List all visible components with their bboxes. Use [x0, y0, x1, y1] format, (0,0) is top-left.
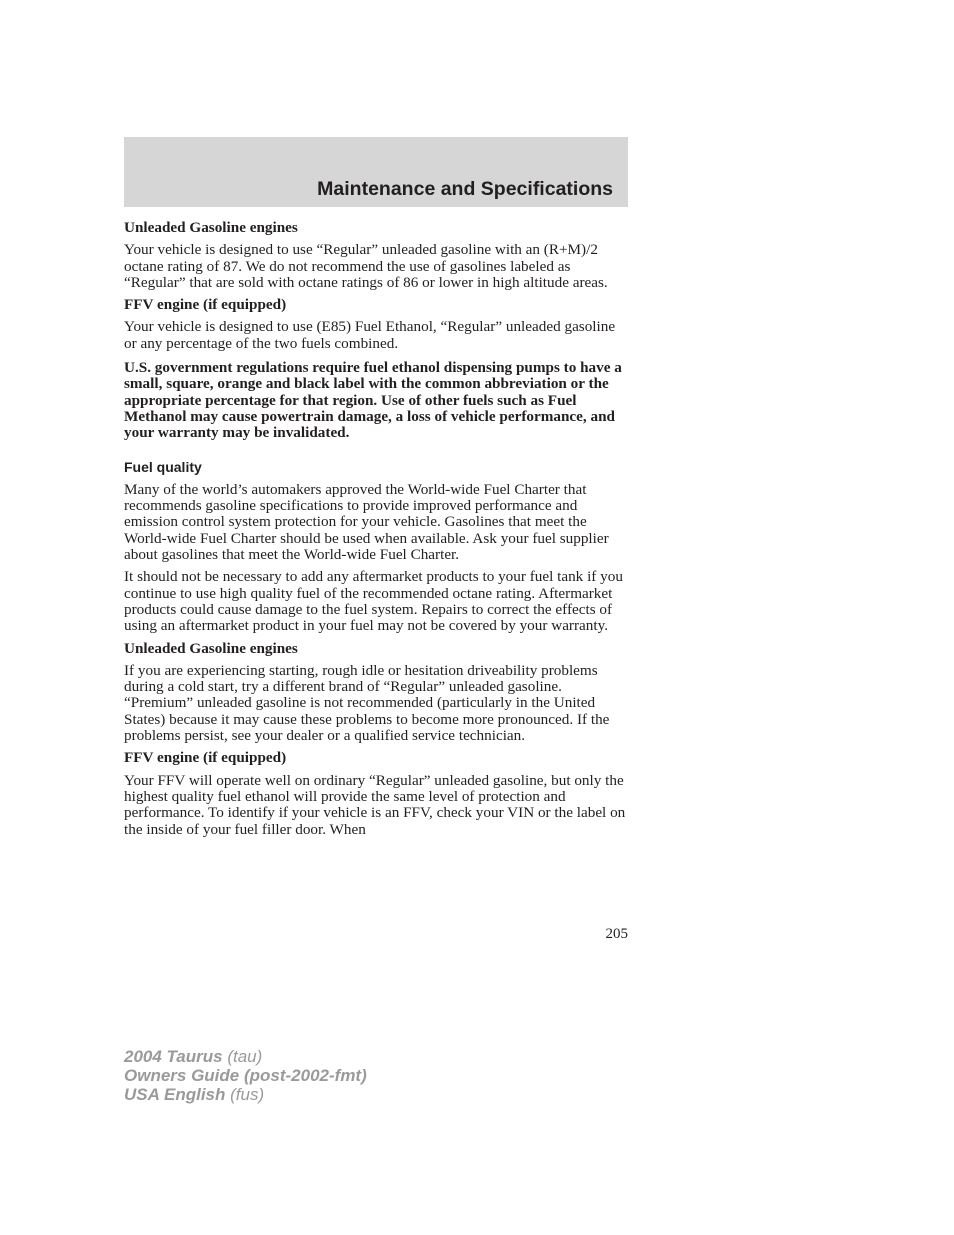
unleaded-heading-1: Unleaded Gasoline engines: [124, 219, 298, 236]
footer-line-2: [124, 1066, 367, 1085]
fuel-quality-heading: Fuel quality: [124, 458, 202, 475]
page-content: [124, 220, 629, 844]
document-footer: [124, 1047, 367, 1104]
unleaded-paragraph-2: If you are experiencing starting, rough idle or hesitation driveability problems during a cold start, try a different brand of “Regular” unleaded gasoline. “Premium” unleaded gasoline is not recommended (particularly in the United States) because it may cause these problems to become more pronounced. If the problems persist, see your dealer or a qualified service technician.: [124, 661, 610, 745]
footer-language: USA English: [124, 1085, 226, 1104]
footer-line-1: [124, 1047, 367, 1066]
ffv-paragraph-2: Your FFV will operate well on ordinary “Regular” unleaded gasoline, but only the highest quality fuel ethanol will provide the same level of protection and performance. To identify if your vehicle is an FFV, check your VIN or the label on the inside of your fuel filler door. When: [124, 771, 626, 838]
ffv-heading-2: FFV engine (if equipped): [124, 749, 287, 767]
footer-line-3: [124, 1085, 367, 1104]
section-header-band: [124, 137, 628, 207]
fuel-quality-paragraph-1: Many of the world’s automakers approved the World-wide Fuel Charter that recommends gasoline specifications to provide improved performance and emission control system protection for your vehicle. Gasolines that meet the World-wide Fuel Charter should be used when available. Ask your fuel supplier about gasolines that meet the World-wide Fuel Charter.: [124, 480, 609, 564]
footer-model: 2004 Taurus: [124, 1047, 223, 1066]
footer-language-code: (fus): [230, 1085, 265, 1104]
section-title: Maintenance and Specifications: [317, 178, 613, 200]
ffv-warning: U.S. government regulations require fuel ethanol dispensing pumps to have a small, square, orange and black label with the common abbreviation or the appropriate percentage for that region. Use of other fuels such as Fuel Methanol may cause powertrain damage, a loss of vehicle performance, and your warranty may be invalidated.: [124, 359, 622, 442]
fuel-quality-paragraph-2: It should not be necessary to add any aftermarket products to your fuel tank if you continue to use high quality fuel of the recommended octane rating. Aftermarket products could cause damage to the fuel system. Repairs to correct the effects of using an aftermarket product in your fuel may not be covered by your warranty.: [124, 568, 623, 635]
footer-model-code: (tau): [227, 1047, 263, 1066]
unleaded-paragraph-1: Your vehicle is designed to use “Regular” unleaded gasoline with an (R+M)/2 octane rating of 87. We do not recommend the use of gasolines labeled as “Regular” that are sold with octane ratings of 86 or lower in high altitude areas.: [124, 241, 608, 291]
page-number: 205: [605, 926, 628, 942]
unleaded-heading-2: Unleaded Gasoline engines: [124, 639, 298, 657]
ffv-heading-1: FFV engine (if equipped): [124, 296, 287, 314]
footer-guide: Owners Guide (post-2002-fmt): [124, 1066, 367, 1085]
ffv-paragraph-1: Your vehicle is designed to use (E85) Fuel Ethanol, “Regular” unleaded gasoline or any percentage of the two fuels combined.: [124, 318, 616, 352]
